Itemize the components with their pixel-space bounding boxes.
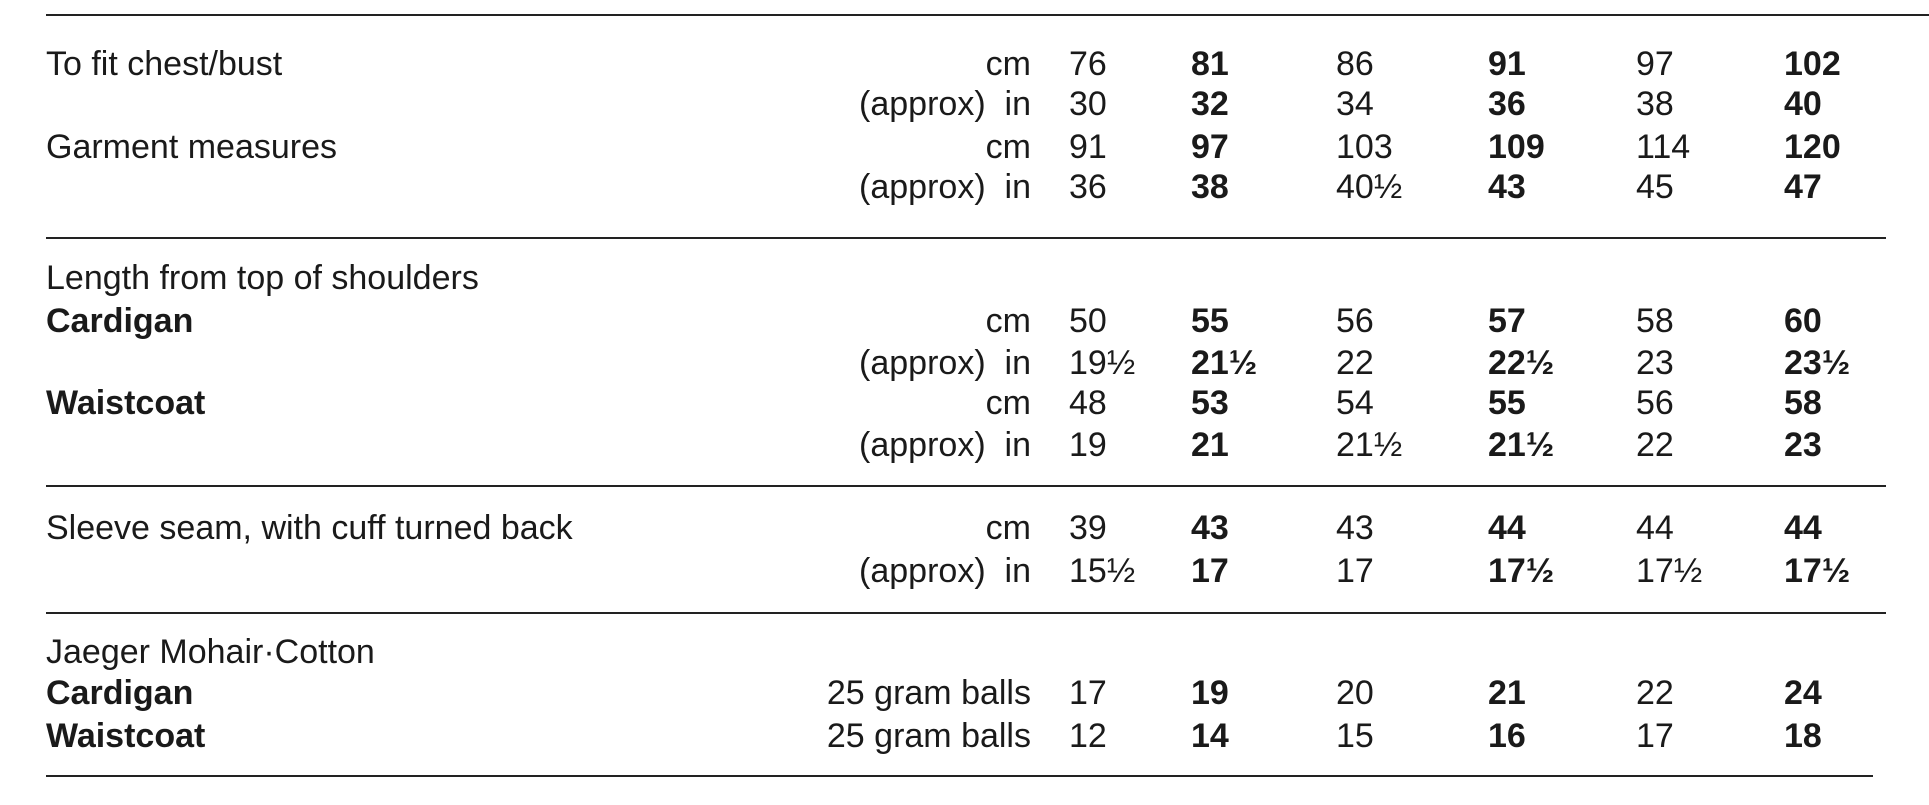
size-value: 22: [1636, 674, 1674, 712]
size-value: 21: [1488, 674, 1526, 712]
size-value: 56: [1636, 384, 1674, 422]
size-value: 44: [1636, 509, 1674, 547]
size-value: 91: [1069, 128, 1107, 166]
row-label: Garment measures: [46, 128, 337, 166]
section-heading: Jaeger Mohair·Cotton: [46, 633, 375, 671]
size-value: 55: [1191, 302, 1229, 340]
size-value: 19: [1191, 674, 1229, 712]
row-label: Waistcoat: [46, 384, 206, 422]
unit-label: cm: [985, 384, 1031, 422]
size-value: 21½: [1336, 426, 1403, 464]
size-value: 22½: [1488, 344, 1555, 382]
size-value: 91: [1488, 45, 1526, 83]
unit-label: (approx) in: [859, 168, 1031, 206]
size-value: 43: [1191, 509, 1229, 547]
size-value: 32: [1191, 85, 1229, 123]
size-value: 21½: [1488, 426, 1555, 464]
size-value: 39: [1069, 509, 1107, 547]
size-value: 48: [1069, 384, 1107, 422]
size-value: 58: [1636, 302, 1674, 340]
size-value: 50: [1069, 302, 1107, 340]
unit-label: cm: [985, 128, 1031, 166]
section-divider: [46, 237, 1886, 239]
size-value: 40½: [1336, 168, 1403, 206]
size-value: 120: [1784, 128, 1841, 166]
row-label: To fit chest/bust: [46, 45, 283, 83]
size-value: 97: [1191, 128, 1229, 166]
size-value: 21: [1191, 426, 1229, 464]
size-value: 19: [1069, 426, 1107, 464]
size-value: 20: [1336, 674, 1374, 712]
size-value: 23: [1784, 426, 1822, 464]
size-value: 22: [1636, 426, 1674, 464]
row-label: Cardigan: [46, 302, 194, 340]
size-value: 55: [1488, 384, 1526, 422]
size-value: 43: [1488, 168, 1526, 206]
size-value: 14: [1191, 717, 1229, 755]
size-value: 81: [1191, 45, 1229, 83]
size-value: 38: [1191, 168, 1229, 206]
unit-label: 25 gram balls: [826, 717, 1031, 755]
size-value: 23½: [1784, 344, 1851, 382]
section-divider: [46, 775, 1873, 777]
size-value: 114: [1636, 128, 1691, 166]
size-value: 18: [1784, 717, 1822, 755]
section-divider: [46, 14, 1929, 16]
size-value: 23: [1636, 344, 1674, 382]
size-value: 17: [1336, 552, 1374, 590]
size-value: 12: [1069, 717, 1107, 755]
size-value: 17: [1636, 717, 1674, 755]
size-value: 97: [1636, 45, 1674, 83]
row-label: Waistcoat: [46, 717, 206, 755]
size-value: 15½: [1069, 552, 1136, 590]
unit-label: cm: [985, 302, 1031, 340]
unit-label: cm: [985, 45, 1031, 83]
section-heading: Length from top of shoulders: [46, 259, 479, 297]
size-value: 21½: [1191, 344, 1258, 382]
section-divider: [46, 612, 1886, 614]
size-value: 60: [1784, 302, 1822, 340]
size-value: 22: [1336, 344, 1374, 382]
size-value: 57: [1488, 302, 1526, 340]
size-value: 44: [1488, 509, 1526, 547]
size-value: 47: [1784, 168, 1822, 206]
size-value: 24: [1784, 674, 1822, 712]
size-value: 17½: [1636, 552, 1703, 590]
size-value: 54: [1336, 384, 1374, 422]
size-value: 36: [1488, 85, 1526, 123]
size-value: 17½: [1784, 552, 1851, 590]
size-value: 43: [1336, 509, 1374, 547]
size-value: 58: [1784, 384, 1822, 422]
size-value: 102: [1784, 45, 1841, 83]
size-value: 16: [1488, 717, 1526, 755]
unit-label: (approx) in: [859, 426, 1031, 464]
size-value: 86: [1336, 45, 1374, 83]
size-value: 56: [1336, 302, 1374, 340]
size-value: 34: [1336, 85, 1374, 123]
unit-label: (approx) in: [859, 85, 1031, 123]
size-value: 40: [1784, 85, 1822, 123]
unit-label: cm: [985, 509, 1031, 547]
section-divider: [46, 485, 1886, 487]
size-value: 17: [1191, 552, 1229, 590]
size-value: 36: [1069, 168, 1107, 206]
size-value: 17½: [1488, 552, 1555, 590]
size-value: 53: [1191, 384, 1229, 422]
size-value: 17: [1069, 674, 1107, 712]
size-value: 44: [1784, 509, 1822, 547]
size-value: 15: [1336, 717, 1374, 755]
unit-label: (approx) in: [859, 344, 1031, 382]
size-value: 103: [1336, 128, 1393, 166]
size-value: 30: [1069, 85, 1107, 123]
size-value: 45: [1636, 168, 1674, 206]
size-value: 76: [1069, 45, 1107, 83]
row-label: Sleeve seam, with cuff turned back: [46, 509, 573, 547]
unit-label: (approx) in: [859, 552, 1031, 590]
size-value: 109: [1488, 128, 1545, 166]
size-value: 38: [1636, 85, 1674, 123]
size-value: 19½: [1069, 344, 1136, 382]
unit-label: 25 gram balls: [826, 674, 1031, 712]
row-label: Cardigan: [46, 674, 194, 712]
